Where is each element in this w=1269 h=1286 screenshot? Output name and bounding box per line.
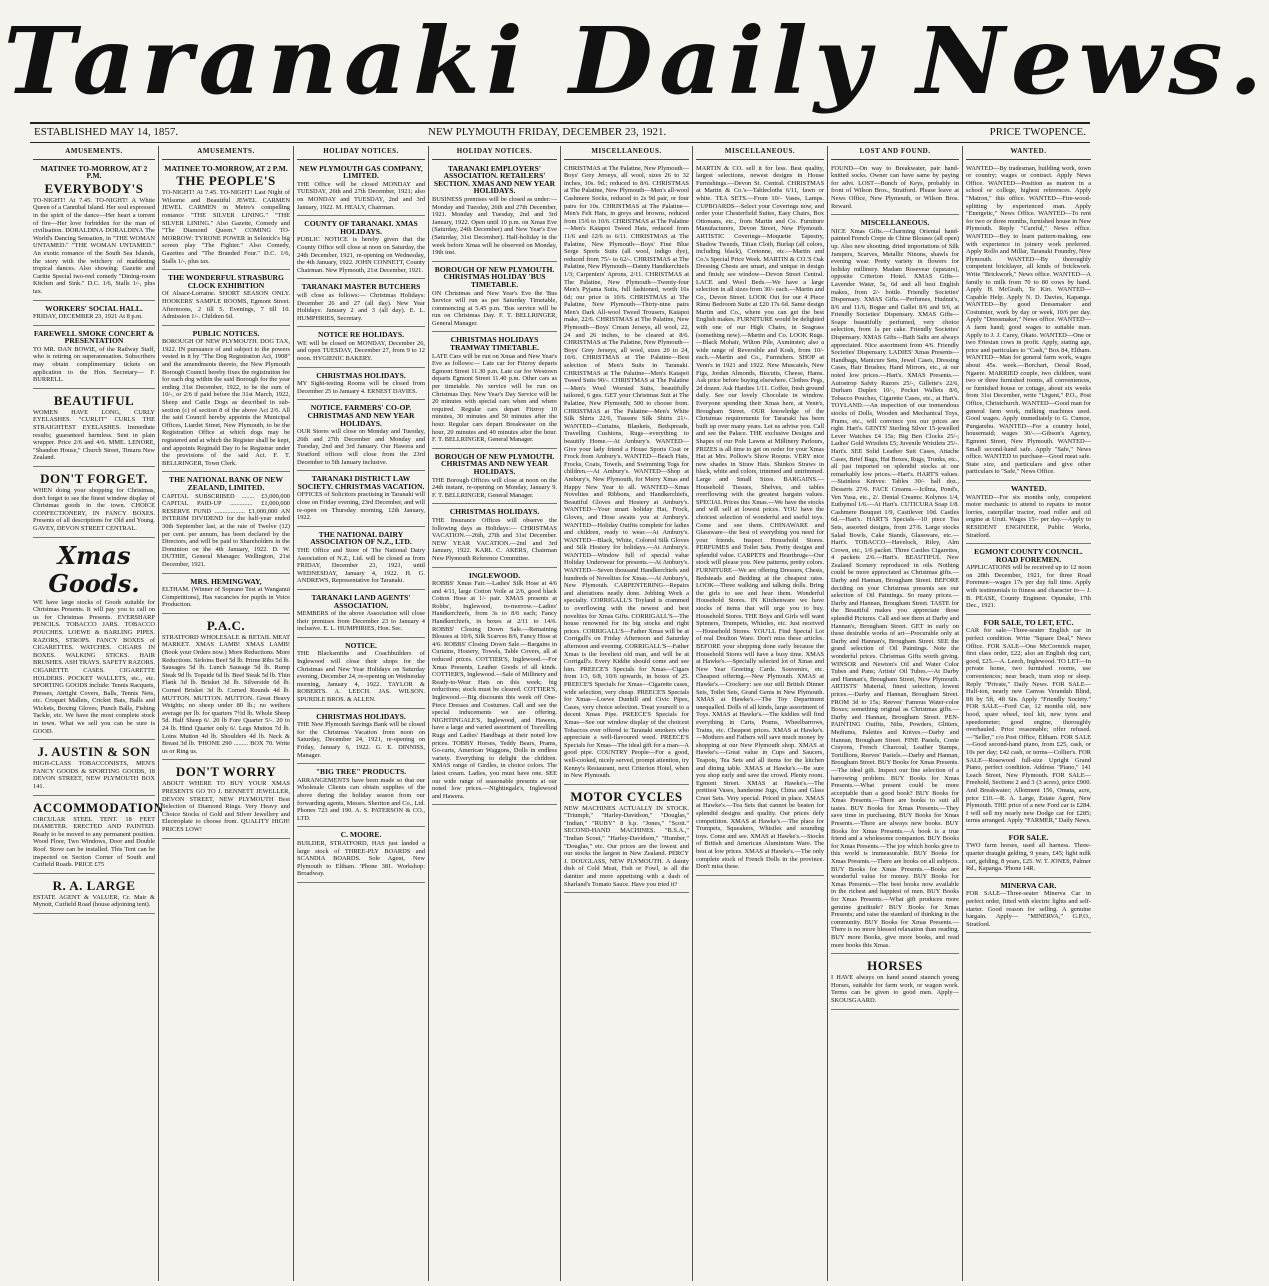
ad-body: THE Blacksmiths and Coachbuilders of Inglewood will close their shops for the Christmas and New Year Holidays on Saturday evening, December 24, re-opening on Wednesday morning, January 4, 1922. TAYLOR & ROBERTS. A. LEECH. JAS. WILSON. SPURDLE BROS. & ALLEN. (297, 650, 425, 704)
place-and-date: NEW PLYMOUTH FRIDAY, DECEMBER 23, 1921. (428, 126, 667, 138)
ad-body: CAPITAL SUBSCRIBED ........ £3,000,000 CAPITAL PAID-UP .............. £1,000,000 RESERVE FUND ................... £1,000,000 AN INTERIM DIVIDEND for the half-year ended 30th September last, at the rate of Twelve (12) per cent. per annum, has been declared by the Directors, and will be paid to Shareholders in the Dominion on the 4th January, 1922. D. W. DUTHIE, General Manager. Wellington, 21st December, 1921. (162, 492, 290, 568)
column-header: HOLIDAY NOTICES. (297, 146, 425, 160)
ad-body: BUILDER, STRATFORD, HAS just landed a large stock of THREE-PLY BOARDS and SCANDIA BOARDS. Sole Agent, New Plymouth to Eltham. 'Phone 381. Workshop: Broadway. (297, 839, 425, 878)
ad-body: THE Insurance Offices will observe the following days as Holidays:— CHRISTMAS VACATION.—26th, 27th and 31st December. NEW YEAR VACATION.—2nd and 3rd January, 1922. KARL C. AKERS, Chairman New Plymouth Reference Committee. (432, 516, 557, 562)
ad-body: TO-NIGHT! At 7.45. TO-NIGHT! Last Night of Wilsome and Beautiful JEWEL CARMEN JEWEL CARMEN in Metro's compelling romance "THE SILVER LINING." "THE SILVER LINING." Also Gazette, Comedy and "The Diamond Queen." COMING TO-MORROW: TYRONE POWER in Selznick's big screen play "The Fighter." Also Comedy, Gazettes and "The Branded Four." D.C. 1/6, Stalls 1/-, plus tax. (162, 189, 290, 265)
ad-body: PUBLIC NOTICE is hereby given that the County Office will close at noon on Saturday, the 24th December, 1921, re-opening on Wednesday, the 4th January, 1922. JOHN CONNETT, County Chairman. New Plymouth, 21st December, 1921. (297, 236, 425, 274)
dateline (30, 122, 1090, 143)
advertisement (831, 956, 959, 1009)
ad-heading: MATINEE TO-MORROW, AT 2 P.M. (40, 163, 148, 181)
advertisement (564, 787, 689, 894)
columns (30, 146, 1094, 1281)
column-2 (158, 146, 293, 1281)
ad-heading: MATINEE TO-MORROW, AT 2 P.M. (164, 163, 288, 173)
ad-script-heading: Xmas Goods. (48, 540, 140, 598)
ad-body: CAR for sale—Three-seater English car in perfect condition. Write "Square Deal," News Office. FOR SALE—One McCormick reaper, first class order, £22; also an English dog cart, good, £25.—A. Leech, Inglewood. TO LET—In private home, two furnished rooms, use conveniences; near beach, tram stop or sleep. Reply "Private," Daily News. FOR SALE—Half-ton, nearly new Canvas Verandah Blind, 8ft by 5ft, 4ft 6in. Apply "Friendly Society." FOR SALE—Ford Car, 12 months old, new hood, spare wheel, tool kit, new tyres and speedometer; good engine, thoroughly overhauled. Price reasonable; offer refused.—"Seller," c/o Post Office, Eltham. FOR SALE—Good second-hand piano, from £25, cash, or 10s per day; £42 cash, or terms—Collier's. FOR SALE—Rosewood full-size Upright Grand Piano, perfect condition. Address "Piano," 141 Leach Street, New Plymouth. FOR SALE—Freehold, Sections 2 and 3 (3 acres), price £900. And Breakwater; Allotment 156, Omata, acre, price £10.—R. A. Large, Estate Agent, New Plymouth. THE price of a new Ford car is £284. I will sell my nearly new Dodge car for £285; terms arranged. Apply "FARMER," Daily News. (966, 627, 1091, 825)
advertisement (297, 329, 425, 367)
advertisement (33, 391, 155, 467)
ad-body: THE Office will be closed MONDAY and TUESDAY, 26th and 27th December, 1921; also on MONDAY and TUESDAY, 2nd and 3rd January, 1922. M. HEALY, Chairman. (297, 180, 425, 211)
ad-body: ABOUT WHERE TO BUY YOUR XMAS PRESENTS GO TO J. BENNETT JEWELLER, DEVON STREET, NEW PLYMOUTH Best Selection of Diamond Rings. Very Heavy and Choice Stocks of Gold and Silver Jewellery and Electroplate to choose from. QUALITY HIGH! PRICES LOW! (162, 780, 290, 833)
ad-heading: WANTED. (1010, 483, 1047, 493)
advertisement (432, 264, 557, 333)
ad-body: MY Sight-testing Rooms will be closed from December 25 to January 4. ERNEST DAVIES. (297, 380, 425, 395)
ad-body: MARTIN & CO. sell it for less. Best quality, largest selections, newest designs in House Furnishings.—Devon St. Central. CHRISTMAS at Martin & Co.'s—Tablecloths 6/11, fawn or white. TEA SETS.—From 10/- Vases, Lamps. CUPBOARDS—Select your Coverings now, and order your Chesterfield Suites, Easy Chairs, Box Ottomans, etc., from Martin and Co. Furniture Manufacturers, Devon Street, New Plymouth. ARTISTIC Coverings—Moquette Tapestry, Shadow Tweeds, Titian Cloth, Burlap (all colors, including black), Cretonne, etc.—Martin and Co.'s Special Price Week. MARTIN & CO.'S Oak Dressing Chests are smart, and unique in design and finish; see window—Devon Street Central. LACE and Wool Beds.—We have a large selection in all sizes from 30/- each.—Martin and Co., Devon Street. LOOK Out for our 4 Piece Rimu Bedroom Suite at £20 17s 6d. Same design Martin and Co., where you can get the best English makes. FURNITURE would be delighted with one of our High Chairs, in Seagrass (something new).—Martin and Co. LOOK Rugs.—Black Mohair, Wilton Pile, Axminster; also a wide range of Reversible and Kosh, from 10/- each.—Martin and Co., Furnishers. SHOP at Venn's in 1921 and 1922. New Muscatels, New Figs, Jordan Almonds, Biscuits, Cheese, Hams. Ask price before buying elsewhere. Clothes Pegs, 2d dozen. Ask Hardies 1/11. Coffee, fresh ground daily. See our lovely Chocolate in window. Everyone spending their Xmas here, at Venn's, Brougham Street. OUR knowledge of the Christmas requirements for Taranaki has been built up over many years. Let us advise you. Call and see the Palace. THE exclusive Designs and Shapes of our Pole Lawns at Millinery Parlours, PRIZES is all time to get on order for your Xmas Hat at Mrs. Pollow's Show Rooms. VERY nice new shades in Straw Hats. Shinkos Straws in black, white and colors, trimmed and untrimmed. Large and Small Sizes. BARGAINS.—Household Tissues, Shelves, and tables overflowing with the greatest bargain values. SPECIAL Prices this Xmas.—We have the stocks and will sell at lowest prices. YOU have the choicest selection of wonderful and useful toys. Come and see them. CHINAWARE and Glassware—the best of everything you need for your friends. Inspect Household Stores. PERFUMES and Toilet Sets. Pretty designs and splendid value. CARPETS and Hearthrugs—Our stock will please you. New patterns, pretty colors. FURNITURE—We are offering Dressers, Chests, Bedsteads and Bedding at the cheapest rates. LOOK—Three walking and talking dolls. Bring the girls to see and hear them. Wonderful Household Stores. IN Kitchenware we have stocks of items that will urge you to buy. Household Stores. THE Boys and Girls will want Spinners, Trumpets, Whistles, etc. Just received—Household Stores. YOU'LL Find Special Lot of real Doulton Ware. Don't miss these articles. BEFORE your shopping done early because the Household Stores will have a busy time. XMAS at Hawke's.—Specially selected lot of Xmas and New Year Greeting Cards. Souvenirs, etc. Cheapest offering.—New Plymouth. XMAS at Hawke's.—Crockery: see our still British Dinner Sets, Toilet Sets, Grand Gems in New Plymouth. XMAS at Hawke's.—The Toy Department unequalled. Dolls of all kinds, large assortment of Toys. XMAS at Hawke's.—The kiddies will find everything in Carts, Prams, Wheelbarrows, Trains, etc. Cheapest prices. XMAS at Hawke's.—Mothers and Fathers will save much money by shopping at our New Plymouth shop. XMAS at Hawke's.—Great value in Cups and Saucers, Teapots, Tea Sets and all items for the kitchen and dining table. XMAS at Hawke's.—Be sure you shop early and save the crowd. Plenty room. Egmont Street. XMAS at Hawke's.—The prettiest Vases, handsome Jugs, China and Glass Cruet Sets. Very special. Priced in place. XMAS at Hawke's.—Tea Sets that cannot be beaten for splendid designs and quality. Our prices defy competition. XMAS at Hawke's.—The place for Trumpets, Squeakers, Whistles and sounding toys. Come and see. XMAS at Hawke's.—Stocks of British and American Aluminium Ware. The best at low prices. XMAS at Hawke's.—The only complete stock of French Dolls in the province. Don't miss these. (696, 164, 824, 871)
column-7 (827, 146, 962, 1281)
ad-body: FOUND—On way to Breakwater, pair hand-knitted socks. Owner can have same by paying for advt. LOST—Bunch of Keys, probably in front of Wilson Bros., Stratford. Please leave at News Office, New Plymouth, or Wilson Bros. Reward. (831, 164, 959, 210)
ad-heading: MISCELLANEOUS. (860, 218, 930, 228)
advertisement (432, 451, 557, 505)
ad-heading: CHRISTMAS HOLIDAYS TRAMWAY TIMETABLE. (449, 335, 540, 353)
advertisement (966, 617, 1091, 830)
advertisement (33, 876, 155, 914)
ad-display-heading: ACCOMMODATION (33, 799, 164, 815)
advertisement (33, 328, 155, 389)
advertisement (966, 546, 1091, 615)
advertisement (432, 570, 557, 806)
ad-body: ROBBS' Xmas Fair.—Ladies' Silk Hose at 4/6 and 4/11, large Cotton Voile at 2/6, good black Cotton Hose at 1/- pair. XMAS presents at Robbs', Inglewood, to-morrow.—Ladies' Handkerchiefs, from 3s to 8/6 each; Fancy Handkerchiefs, in boxes at 2/11 to 14/6. ROBBS' Closing Down Sale.—Remaining Blouses at 10/6, Silk Scarves 8/6, Fancy Hose at 4/6. ROBBS' Closing Down Sale.—Bargains in Curtains, Hosiery, Towels, Table Covers, all at reduced prices. COTTIER'S, Inglewood.—For Xmas Presents, Leather Goods of all kinds. COTTIER'S, Inglewood.—Sale of Millinery and Ready-to-Wear Hats on this week; big reductions; stock must be cleared. COTTIER'S, Inglewood.—Big discounts this week off One-Piece Dresses and Costumes. Call and see the special inducements we are offering. NIGHTINGALE'S, Inglewood, and Hawera, have a large and varied assortment of Travelling Rugs and Ladies' Handbags at their noted low prices. TOBBY Horses, Teddy Bears, Prams, Go-carts, American Waggons, Dolls in endless variety. Everything to delight the children. XMAS range of Girdles, in choice colors. The latest cream. Ladies, you must have one. SEE our wide range of seasonable presents at our noted low prices.—Nightingale's, Inglewood and Hawera. (432, 580, 557, 800)
advertisement (33, 540, 155, 741)
ad-body: WOMEN HAVE LONG, CURLY EYELASHES. "CURLIT" CURLS THE STRAIGHTEST EYELASHES. Immediate results; guaranteed harmless. Sent in plain wrapper. Price 2/6 and 4/6. MME. LENORE, "Shandon House," Church Street, Timaru New Zealand. (33, 408, 155, 462)
ad-heading: NEW PLYMOUTH GAS COMPANY, LIMITED. (299, 163, 423, 181)
ad-body: WANTED—For six months only, competent motor mechanic to attend to repairs to motor lorries, caterpillar tractor, road roller and oil engine at Urutt. Wages 15/- per day.—Apply to RESIDENT ENGINEER, Public Works, Stratford. (966, 493, 1091, 539)
price: PRICE TWOPENCE. (989, 126, 1086, 138)
ad-heading: TARANAKI DISTRICT LAW SOCIETY. CHRISTMAS VACATION. (297, 474, 425, 491)
ad-body: STRATFORD WHOLESALE & RETAIL MEAT MARKET. XMAS LAMB! XMAS LAMB! (Book your Orders now.) More Reductions. More Reductions. Sirloins Beef 5d lb. Prime Ribs 5d lb. Sausages 5d lb. Lunch Sausage 5d lb. Rump Steak 9d lb. Topside 6d lb. Beef Steak 5d lb. Thin Flank 3d lb. Brisket 3d lb. Silverside 6d lb. Corned Brisket 3d lb. Corned Rounds 4d lb. MUTTON. MUTTON. MUTTON. Great Heavy Weights; no sheep under 80 lb.; no wethers average per lb. for quarters 7½d lb. Whole Sheep 5d. Half Sheep 6/. 20 lb Fore Quarter 5/-. 20 to 24 lb. Hind Quarter only 6/. Legs Mutton 7d lb. Loins Mutton 4d lb. Shoulders 4d lb. Neck & Breast 3d lb. 'PHONE 290 ......... BOX 70. Write us or Ring us. (162, 633, 290, 755)
ad-heading: TARANAKI EMPLOYERS' ASSOCIATION. RETAILERS' SECTION. XMAS AND NEW YEAR HOLIDAYS. (433, 163, 556, 196)
ad-body: NICE Xmas Gifts.—Charming Oriental hand-painted French Crepe de Chine Blouses (all open) up. Also new shooting, dried importations of Silk Jumpers, Scarves, Metallic Ninons, shawls for evening wear. Pretty variety in flowers for holiday millinery. Madam Rosevear (upstairs), opposite Criterion Hotel. XMAS Gifts—Lavender Water, 5s, 6d and all best English makes, from 2/- bottle. Friendly Societies' Dispensary. XMAS Gifts.—Perfumes, Hudnut's, 8/6 and 11/6, Bogue and Gallet 8/6 and 9/6, at Friendly Societies' Dispensary. XMAS Gifts—Soaps beautifully perfumed, very choice selection, from 1s per cake. Friendly Societies' Dispensary. XMAS Gifts—Bath Salts are always appreciated. Nice assortment from 4/6. Friendly Societies' Dispensary. LADIES' Xmas Presents—Handbags, Manicure Sets, Jewel Cases, Dressing Cases, Hair Brushes, Hand Mirrors, etc., at our noted low prices.—Hart's. XMAS Presents.—Autostrop Safety Razors 25/-, Gillette's 22/6, Durham Duplex 10/-, Pocket Wallets 8/6, Tobacco Pouches, Cigarette Cases, etc., at Hart's. TOYLAND.—An inspection of our tremendous stocks of Dolls, Wooden and Mechanical Toys, Prams, etc., will convince you our prices are right. Hart's. GENTS' Sterling Silver 15-jewelled Lever Watches £4 15s; Big Ben Clocks 25/-; Ladies' Gold Wristlets £5; Juvenile Wristlets 25/-. Hart's. SEE Solid Leather Suit Cases, Attache Cases, Brief Bags, Hat Boxes, Rugs, Trunks, etc., all just imported on splendid stocks at our remarkably low prices.—Hart's. HART'S values.—Stainless Knives: Tables 30/- half doz., Desserts 27/6. FACE Creams.—Icilma, Pond's, Ven Yusa, etc., 2/. Dental Creams: Kolynos 1/4, Euthymol 1/6.—At Hart's. CUTICURA Soap 1/8. Cashmere Bouquet 1/9, Castilever 10d. Castles 6d.—Hart's. HART'S Specials—10 piece Tea Sets, assorted designs, from 27/6. Large stocks Salad Bowls, Cake Stands, Glassware, etc.—Hart's. TOBACCO—Havelock, Riley, Alm Crown, etc., 1/6 packet. Three Castles Cigarettes, 4 packets 2/6.—Hart's. BEAUTIFUL New Zealand Scenery reproduced in oils. Nothing could be more appreciated as Christmas gifts.—Darby and Hannan, Brougham Street. BEFORE deciding on your Christmas presents see our selection of Oil Paintings. So many prices.—Darby and Hannan, Brougham Street. TASTE for the Beautiful makes you appreciate those splendid Pictures. Call and see them at Darby and Hannan's, Brougham Street. GET in early on these desirable works of art—Procurable only at Darby and Hannan's, Brougham Street. SEE the grand selection of Oil Paintings. Note the wonderful prices. Christmas Gifts worth giving. WINSOR and Newton's Oil and Water Color Tubes and Pans; Artists' Oil Tubes.—At Darby and Hannan's, Brougham Street, New Plymouth. ARTISTS' Material, finest selection, lowest prices.—Darby and Hannan, Brougham Street. FROM 3d to 15s; Reeves' Famous Water-color Boxes; something original as Christmas gifts.—Darby and Hannan, Brougham Street. PEN-PAINTING Outfits, Nibs, Powders, Glitters, Mediums, Palettes and Knives.—Darby and Hannan, Brougham Street. FINE Pastels, Conte Crayons, French Charcoal, Leather Stamps, Tortillions, Reeves' Pastels.—Darby and Hannan, Brougham Street. BUY Books for Xmas Presents.—The ideal gift. Inspect our fine selection of a harrowing problem. BUY Books for Xmas Presents.—What present could be more acceptable than a good book? BUY Books for Xmas Presents.—There are books to suit all tastes. BUY Books for Xmas Presents.—They save time in purchasing. BUY Books for Xmas Presents.—There are always new books. BUY Books for Xmas Presents.—A book is a true friend and a wholesome companion. BUY Books for Xmas Presents.—The joy which books give to this world is immeasurable. BUY Books for Xmas Presents.—There are books on all subjects. BUY Books for Xmas Presents.—Books are wonderful value for money. BUY Books for Xmas Presents.—The best books now available in the richest and happiest of men. BUY Books for Xmas Presents.—What gift produces more genuine gratitude? BUY Books for Xmas Presents; and raise the standard of thinking in the community. BUY Books for Xmas Presents.—There is no more blessed relaxation than reading. BUY more Books, give more books, and read more books this Xmas. (831, 227, 959, 949)
ad-body: BUSINESS premises will be closed as under:— Monday and Tuesday, 26th and 27th December, 1921. Monday and Tuesday, 2nd and 3rd January, 1922. Open until 10 p.m. on Xmas Eve (Saturday, 24th December) and New Year's Eve (Saturday, 31st December). Half-holiday in the week before Xmas will be observed on Monday, 19th inst. (432, 195, 557, 257)
ad-body: LATE Cars will be run on Xmas and New Year's Eve as follows:— Late car for Fitzroy departs Egmont Street 11.30 p.m. Late car for Westown departs Egmont Street 11.40 p.m. Other cars as per timetable. No service will be run on Christmas Day. New Year's Day Service will be 20 minutes with special cars when and where required. Regular cars depart Fitzroy 10 minutes, 30 minutes and 50 minutes after the hour. Regular cars depart Breakwater on the hour, 20 minutes and 40 minutes after the hour. F. T. BELLRINGER, General Manager. (432, 352, 557, 444)
ad-heading: CHRISTMAS HOLIDAYS. (316, 370, 406, 380)
ad-display-heading: HORSES (867, 958, 923, 974)
ad-body: FRIDAY, DECEMBER 23, 1921 At 8 p.m. (33, 313, 143, 321)
column-header: MISCELLANEOUS. (564, 146, 689, 160)
ad-heading: BOROUGH OF NEW PLYMOUTH. CHRISTMAS HOLIDAY 'BUS TIMETABLE. (434, 264, 555, 289)
ad-heading: TARANAKI LAND AGENTS' ASSOCIATION. (311, 592, 411, 610)
advertisement (162, 576, 290, 614)
ad-heading: PUBLIC NOTICES. (192, 328, 260, 338)
ad-body: WANTED—By tradesman, building work, town or country; wages or contract. Apply News Office. WANTED—Position as matron in a school or college, highest references. Apply "Matron," this office. WANTED—Fire-wood-splitting by experienced man. Apply "Energetic," News Office. WANTED—To rent for two or three months, furnished house in New Plymouth. Reply "Careful," News office. WANTED—Boy to learn pattern-making, one with experience in joinery work preferred. Apply Rollo and Millar, Taranaki Foundry, New Plymouth. WANTED—By thoroughly competent bricklayer, all kinds of brickwork. Write "Brickwork," News office. WANTED—A family to milk from 70 to 80 cows by hand. Apply H. McGrath, Te Kiri. WANTED—Capable Help. Apply N. D. Davies, Kapanga. WANTED—By good Dressmaker and Costumier, work by day or week, 10/6 per day. Apply "Dressmaker," News office. WANTED—A farm hand; good wages to suitable man. Apply to J. J. Carey, Okato. WANTED—One or two Friesian cows in profit. Apply, stating age, price and particulars to "Cash," Box 84, Eltham. WANTED—Man for general farm work, wages about 45s. week.—Borchart, Oeoal Road, Ngaere. MARRIED couple, two children, want two or three furnished rooms, all conveniences, or furnished house or cottage, about six weeks from 31st December, write "Urgent," P.O., Post Office, Christchurch. WANTED—Good man for general farm work, milking machines used. Good wages. Apply immediately to G. Cumoe, Pungarehu. WANTED—For a country hotel, housemaid; wages 30/-.—Gibson's Agency, Egmont Street, New Plymouth. WANTED—Small second-hand safe. Apply "Safe," News office. WANTED to purchase—Good meat safe. State size, and particulars and give other particulars to "Safe," News Office. (966, 164, 1091, 476)
advertisement (831, 217, 959, 954)
ad-heading: TARANAKI MASTER BUTCHERS (301, 282, 421, 292)
ad-heading: FOR SALE, TO LET, ETC. (983, 617, 1074, 627)
ad-heading: NOTICE. (345, 640, 377, 650)
advertisement (297, 640, 425, 709)
advertisement (297, 402, 425, 471)
ad-body: WHEN doing your shopping for Christmas, don't forget to see the finest window display of Christmas goods in the town. CHOICE CONFECTIONERY, IN FANCY BOXES. Presents of all descriptions for Old and Young. GAVEY, DEVON STREET CENTRAL. (33, 487, 155, 532)
ad-display-heading: P.A.C. (206, 617, 246, 633)
ad-body: TO-NIGHT! At 7.45. TO-NIGHT! A White Queen of a Cannibal Island. Her soul expressed in the spirit of the dance—Her heart a torrent of fire—Her love forbidden for the man of civilisation. DORALDINA DORALDINA The World's Dancing Sensation, in "THE WOMAN UNTAMED." "THE WOMAN UNTAMED." An exotic romance of the South Sea Islands, the story with the witchery of maddening tropical dances. Also showing: Gazette and Caritie Special two-reel comedy "Dining-room Kitchen and Sink." D.C. 1/6, Stalls 1/-, plus tax. (33, 196, 155, 295)
advertisement (966, 832, 1091, 878)
ad-heading: FAREWELL SMOKE CONCERT & PRESENTATION (33, 328, 155, 346)
advertisement (432, 506, 557, 567)
ad-display-heading: THE PEOPLE'S (176, 173, 276, 189)
column-4 (428, 146, 560, 1281)
column-header: MISCELLANEOUS. (696, 146, 824, 160)
ad-body: Of Alsace-Lorraine. SHORT SEASON ONLY. HOOKERS' SAMPLE ROOMS, Egmont Street. Afternoons, 2 till 5. Evenings, 7 till 10. Admission 1/-. Children 6d. (162, 290, 290, 321)
advertisement (966, 880, 1091, 934)
ad-body: FOR SALE—Three-seater Minerva Car in perfect order, fitted with electric lights and self-starter. Good reason for selling. A genuine bargain. Apply— "MINERVA," G.P.O., Stratford. (966, 890, 1091, 928)
ad-body: will close as follows:— Christmas Holidays: December 26 and 27 (all day). New Year Holidays: January 2 and 3 (all day). E. L. HUMPHRIES, Secretary. (297, 291, 425, 322)
advertisement (162, 616, 290, 761)
column-1 (30, 146, 164, 1281)
ad-heading: NOTICE RE HOLIDAYS. (317, 330, 404, 340)
ad-display-heading: EVERYBODY'S (44, 180, 144, 196)
advertisement (297, 218, 425, 279)
ad-body: THE New Plymouth Savings Bank will be closed for the Christmas Vacation from noon on Saturday, December 24, 1921, re-opening on Friday, January 6, 1922. G. E. DINNISS, Manager. (297, 721, 425, 759)
advertisement (297, 370, 425, 401)
ad-body: OFFICES of Solicitors practising in Taranaki will close on Friday evening, 23rd December, and will re-open on Thursday morning, 12th January, 1922. (297, 491, 425, 522)
advertisement (297, 592, 425, 638)
advertisement (162, 328, 290, 473)
advertisement (297, 163, 425, 217)
advertisement (432, 163, 557, 262)
ad-body: APPLICATIONS will be received up to 12 noon on 28th December, 1921, for three Road Foremen—wages 17s per day full time. Apply with testimonials to fitness and character to— J. B. PEASE, County Engineer. Opunake, 17th Dec., 1921. (966, 564, 1091, 610)
ad-heading: INGLEWOOD. (468, 570, 521, 580)
advertisement (33, 163, 155, 301)
ad-display-heading: MOTOR CYCLES (570, 788, 683, 804)
ad-body: ON Christmas and New Year's Eve the 'Bus Service will run as per Saturday Timetable, commencing at 5.45 p.m. 'Bus service will be run on Christmas Day. F. T. BELLRINGER, General Manager. (432, 289, 557, 327)
advertisement (297, 529, 425, 590)
ad-body: HIGH-CLASS TOBACCONISTS, MEN'S FANCY GOODS & SPORTING GOODS, 18 DEVON STREET, NEW PLYMOUTH BOX 141. (33, 760, 155, 791)
ad-body: MEMBERS of the above Association will close their premises from December 23 to January 4 inclusive. E. L. HUMPHRIES, Hon. Sec. (297, 610, 425, 633)
advertisement (162, 762, 290, 838)
ad-heading: C. MOORE. (340, 830, 382, 840)
advertisement (564, 163, 689, 785)
ad-heading: THE NATIONAL BANK OF NEW ZEALAND, LIMITED. (169, 475, 283, 492)
masthead (3, 6, 1269, 116)
advertisement (966, 163, 1091, 481)
ad-body: CHRISTMAS at The Palatine, New Plymouth—Boys' Grey Jerseys, all wool, sizes 26 to 32 inches, 10s. 9d.; reduced to 8/6. CHRISTMAS at The Palatine, New Plymouth—Men's all-wool Cashmere Socks, reduced to 2s 9d pair, or four pairs for 10s. CHRISTMAS at The Palatine—Men's Felt Hats, in greys and browns, reduced from 15/6 to 10/6. CHRISTMAS at The Palatine—Men's Kaiapoi Tweed Hats, reduced from 11/6 and 12/6 to 6/11. CHRISTMAS at The Palatine, New Plymouth—Boys' Fine Blue Serge Sports Suits (all wool, indigo dye), reduced from 75/- to 62/-. CHRISTMAS at The Palatine, New Plymouth—Dainty Handkerchiefs 1/3; Carpenters' Aprons, 2/11. CHRISTMAS at The Palatine, New Plymouth—Twenty-four Men's Pyjama Suits, full fashioned, worth 16s 6d; our price is 10/6. CHRISTMAS at The Palatine, New Plymouth—Thirty-nine pairs Men's Dark All-wool Tweed Trousers, Kaiapoi make, 22/6. CHRISTMAS at The Palatine, New Plymouth—Boys' Cream Jerseys, all wool, 22, 24 and 26 inches, to be cleared at 8/6. CHRISTMAS at The Palatine, New Plymouth—Boys' Grey Jerseys, all wool, sizes 20 to 24, 10/6. CHRISTMAS at The Palatine—Best selection of Men's Suits in Taranaki. CHRISTMAS at The Palatine—Men's Kaiapoi Tweed Suits 90/-. CHRISTMAS at The Palatine—Men's Wool Worsted Suits, beautifully tailored, 6 gns. GET your Christmas Suit at The Palatine, New Plymouth; 500 to choose from. CHRISTMAS at The Palatine—Men's White Silk Shirts 22/6, Tussore Silk Shirts 21/-. WANTED—Curtains, Blankets, Bedspreads, Travelling Cushions, Rugs—everything to beautify Home.—At Ambury's. WANTED—Give your lady friend a House Sports Coat or Frock from Ambury's. WANTED—Beach Hats, Frocks, Coats, Towels, and Swimming Togs for children.—At Ambury's. WANTED—Shop at Ambury's, New Plymouth, for Merry Xmas and Happy New Year to all. WANTED—Xmas Novelties and Ribbons, and Handkerchiefs, Beautiful Gloves and Hosiery at Ambury's. WANTED—Your smart holiday Hat, Frock, Gloves, and Hose awaits you at Ambury's. WANTED—Holiday Outfits complete for ladies and children, ready to wear.—At Ambury's. WANTED—Black, White, Colored Silk Gloves and Silk Hosiery for holidays.—At Ambury's. WANTED—Window full of special value Holiday Underwear for presents.—At Ambury's. WANTED—Seven thousand Handkerchiefs and hundreds of Novelties for Xmas.—At Ambury's, New Plymouth. CARPENTERING—Repairs and alterations neatly done. Jobbing Work a specialty. CORRIGALL'S Toyland is crammed to overflowing with the newest and best novelties for Xmas Gifts. CORRIGALL'S—The house renowned for its big stocks and right prices. CORRIGALL'S—Father Xmas will be at Corrigall's on Friday Afternoon and Saturday afternoon and evening. CORRIGALL'S—Father Xmas is the loveliest old man, and will be at Corrigall's. Every Kiddie should come and see him. PREECE'S Specials for Xmas—Cigars from 1/3, 6/8, 10/6 upwards, in boxes of 25. PREECE'S Specials for Xmas—Cigarette cases, wide selection, very cheap. PREECE'S Specials for Xmas—Loewe Dunhill and Civic Pipes, Cases, very choice selection. Treat yourself to a decent Xmas Pipe. PREECE'S Specials for Xmas—See our window display of the choicest Tobaccos ever offered to Taranaki smokers who appreciate a well-flavoured weed. PREECE'S Specials for Xmas—The ideal gift for a man—A good pipe. COUNTRY People—For a good, well-cooked, nicely served, prompt attention, try Kenny's Restaurant, next Criterion Hotel, when in New Plymouth. (564, 164, 689, 780)
ad-display-heading: DON'T WORRY (175, 764, 277, 780)
ad-body: THE Office and Store of The National Dairy Association of N.Z., Ltd. will be closed as from FRIDAY, December 23, 1921, until WEDNESDAY, January 4, 1922. H. G. ANDREWS, Representative for Taranaki. (297, 546, 425, 585)
advertisement (432, 334, 557, 448)
column-header: LOST AND FOUND. (831, 146, 959, 160)
advertisement (33, 303, 155, 326)
advertisement (966, 483, 1091, 544)
ad-heading: CHRISTMAS HOLIDAYS. (449, 507, 540, 517)
column-header: WANTED. (966, 146, 1091, 160)
advertisement (33, 469, 155, 538)
column-6 (692, 146, 827, 1281)
ad-body: OUR Stores will close on Monday and Tuesday, 26th and 27th December and Monday and Tuesday, 2nd and 3rd January. Our Hawera and Stratford offices will close from the 23rd December to 5th January inclusive. (297, 428, 425, 466)
ad-body: ARRANGEMENTS have been made so that our Wholesale Clients can obtain supplies of the above during the holiday season from our forwarding agents, Messrs. Sheriton and Co., Ltd. Phones 723 and 190. A. S. PATERSON & CO., LTD. (297, 776, 425, 822)
ad-heading: EGMONT COUNTY COUNCIL. ROAD FOREMEN. (974, 547, 1083, 564)
advertisement (297, 711, 425, 765)
ad-heading: MINERVA CAR. (1000, 880, 1057, 890)
ad-display-heading: R. A. LARGE (52, 877, 136, 893)
column-8 (962, 146, 1094, 1281)
ad-heading: THE WONDERFUL STRASBURG CLOCK EXHIBITION (168, 273, 284, 290)
ad-display-heading: DON'T FORGET. (40, 471, 148, 486)
column-header: AMUSEMENTS. (162, 146, 290, 160)
ad-body: I HAVE always on hand sound staunch young Horses, suitable for farm work, or wagon work. Terms can be given to good men. Apply— SKOUSGAARD. (831, 974, 959, 1004)
ad-body: THE Borough Offices will close at noon on the 24th instant, re-opening on Monday, January 9. F. T. BELLRINGER, General Manager. (432, 476, 557, 499)
ad-body: BOROUGH OF NEW PLYMOUTH. DOG TAX, 1922. IN pursuance of and subject to the powers vested in it by "The Dog Registration Act, 1908" and the amendments thereto, the New Plymouth Borough Council hereby fixes the registration fee for each dog within the said Borough for the year ending 31st December, 1922, to be the sum of 10/-, or 2/6 if paid before the 31st March, 1922, Sheep and Cattle Dogs as described in sub-section (c) of section 8 of the above Act 2/6. All the said Council hereby appoints the Municipal Offices, Liardet Street, New Plymouth, to be the Registration Office at which dogs may be registered and at which the Register shall be kept, and appoints Reginald Day to be Registrar under the provisions of the said Act. F. T. BELLRINGER, Town Clerk. (162, 338, 290, 467)
ad-heading: MRS. HEMINGWAY, (190, 576, 262, 586)
advertisement (33, 742, 155, 795)
advertisement (696, 163, 824, 876)
column-header: AMUSEMENTS. (33, 146, 155, 160)
ad-body: TWO farm horses, used all harness. Three-quarter draught gelding, 9 years, £45; light milk cart, gelding, 8 years, £25. W. T. JONES, Palmer Rd., Kapanga. 'Phone 14R. (966, 842, 1091, 873)
ad-heading: CHRISTMAS HOLIDAYS. (316, 711, 406, 721)
column-3 (293, 146, 428, 1281)
newspaper-title: Taranaki Daily News. (3, 7, 1269, 115)
advertisement (162, 272, 290, 326)
advertisement (297, 281, 425, 327)
ad-heading: "BIG TREE" PRODUCTS. (315, 767, 407, 777)
advertisement (33, 798, 164, 874)
ad-heading: FOR SALE. (1008, 832, 1049, 842)
advertisement (162, 163, 290, 271)
ad-display-heading: BEAUTIFUL (53, 392, 135, 408)
ad-body: WE will be closed on MONDAY, December 26, and open TUESDAY, December 27, from 9 to 12 noon. HYGIENIC BAKERY. (297, 339, 425, 363)
ad-heading: NOTICE. FARMERS' CO-OP. CHRISTMAS AND NEW YEAR HOLIDAYS. (307, 403, 415, 428)
advertisement (831, 163, 959, 216)
ad-body: WE have large stocks of Goods suitable for Christmas Presents. It will pay you to call on us for Christmas Presents. EVERSHARP PENCILS. TOBACCO JARS. TOBACCO POUCHES. LOEWE & BARLING PIPES. RAZORS, STROPS. FANCY BOXES of CIGARETTES. WATCHES. CIGARS IN BOXES. WALKING STICKS. HAIR BRUSHES. ASH TRAYS. SAFETY RAZORS. CIGARETTE CASES. CIGARETTE HOLDERS. POCKET WALLETS, etc., etc. SPORTING GOODS include: Tennis Racquets, Presses, Airtight Covers, Balls, Tennis Nets, etc. Croquet Mallets, Cricket Bats, Balls and Wickets, Boxing Gloves, Punch Balls, Fishing Tackle, etc. We have the most complete stock in town. What we sell you can be sure is GOOD. (33, 598, 155, 735)
advertisement (297, 473, 425, 527)
column-5 (560, 146, 692, 1281)
column-header: HOLIDAY NOTICES. (432, 146, 557, 160)
established-date: ESTABLISHED MAY 14, 1857. (34, 126, 179, 138)
ad-heading: THE NATIONAL DAIRY ASSOCIATION OF N.Z., LTD. (310, 529, 412, 547)
ad-body: ESTATE AGENT & VALUER, Cr. Mair & Mynott, Cutfield Road (house adjoining tent). (33, 893, 155, 909)
ad-body: CIRCULAR STEEL TENT. 18 FEET DIAMETER. ERECTED AND PAINTED. Ready to be moved to any permanent position. Wood Floor, Two Windows, Door and Double Roof. Stove can be installed. This Tent can be inspected on Section Corner of South and Cutfield Roads. PRICE £75 (33, 815, 155, 869)
ad-display-heading: J. AUSTIN & SON (37, 744, 151, 760)
advertisement (297, 829, 425, 883)
ad-heading: COUNTY OF TARANAKI. XMAS HOLIDAYS. (304, 219, 418, 236)
ad-body: TO MR. DAN BOWIE, of the Railway Staff, who is retiring on superannuation. Subscribers may obtain complimentary tickets on application to the Hon. Secretary— F. BURRELL. (33, 345, 155, 384)
ad-body: NEW MACHINES ACTUALLY IN STOCK. "Triumph," "Harley-Davidson," "Douglas," "Indian," "RUBY" 8 h.p. "Jones," "Scott." SECOND-HAND MACHINES. "B.S.A.," "Indian Scout," "Harley-Davidson," "Humber," "Douglas," etc. Our prices are the lowest and our stocks the largest in New Zealand. PERCY J. DOUGLASS, NEW PLYMOUTH. A dainty dish of Cold Meat, Fish or Fowl, is all the daintier and more appetising with a dash of Sharland's Tomato Sauce. Have you tried it? (564, 804, 689, 888)
ad-heading: WORKERS' SOCIAL HALL. (45, 303, 143, 313)
ad-heading: BOROUGH OF NEW PLYMOUTH. CHRISTMAS AND NEW YEAR HOLIDAYS. (434, 451, 555, 476)
advertisement (297, 766, 425, 827)
ad-body: ELTHAM. (Winner of Soprano Test at Wanganui Competitions), Has vacancies for pupils in Voice Production. (162, 586, 290, 609)
advertisement (162, 474, 290, 573)
